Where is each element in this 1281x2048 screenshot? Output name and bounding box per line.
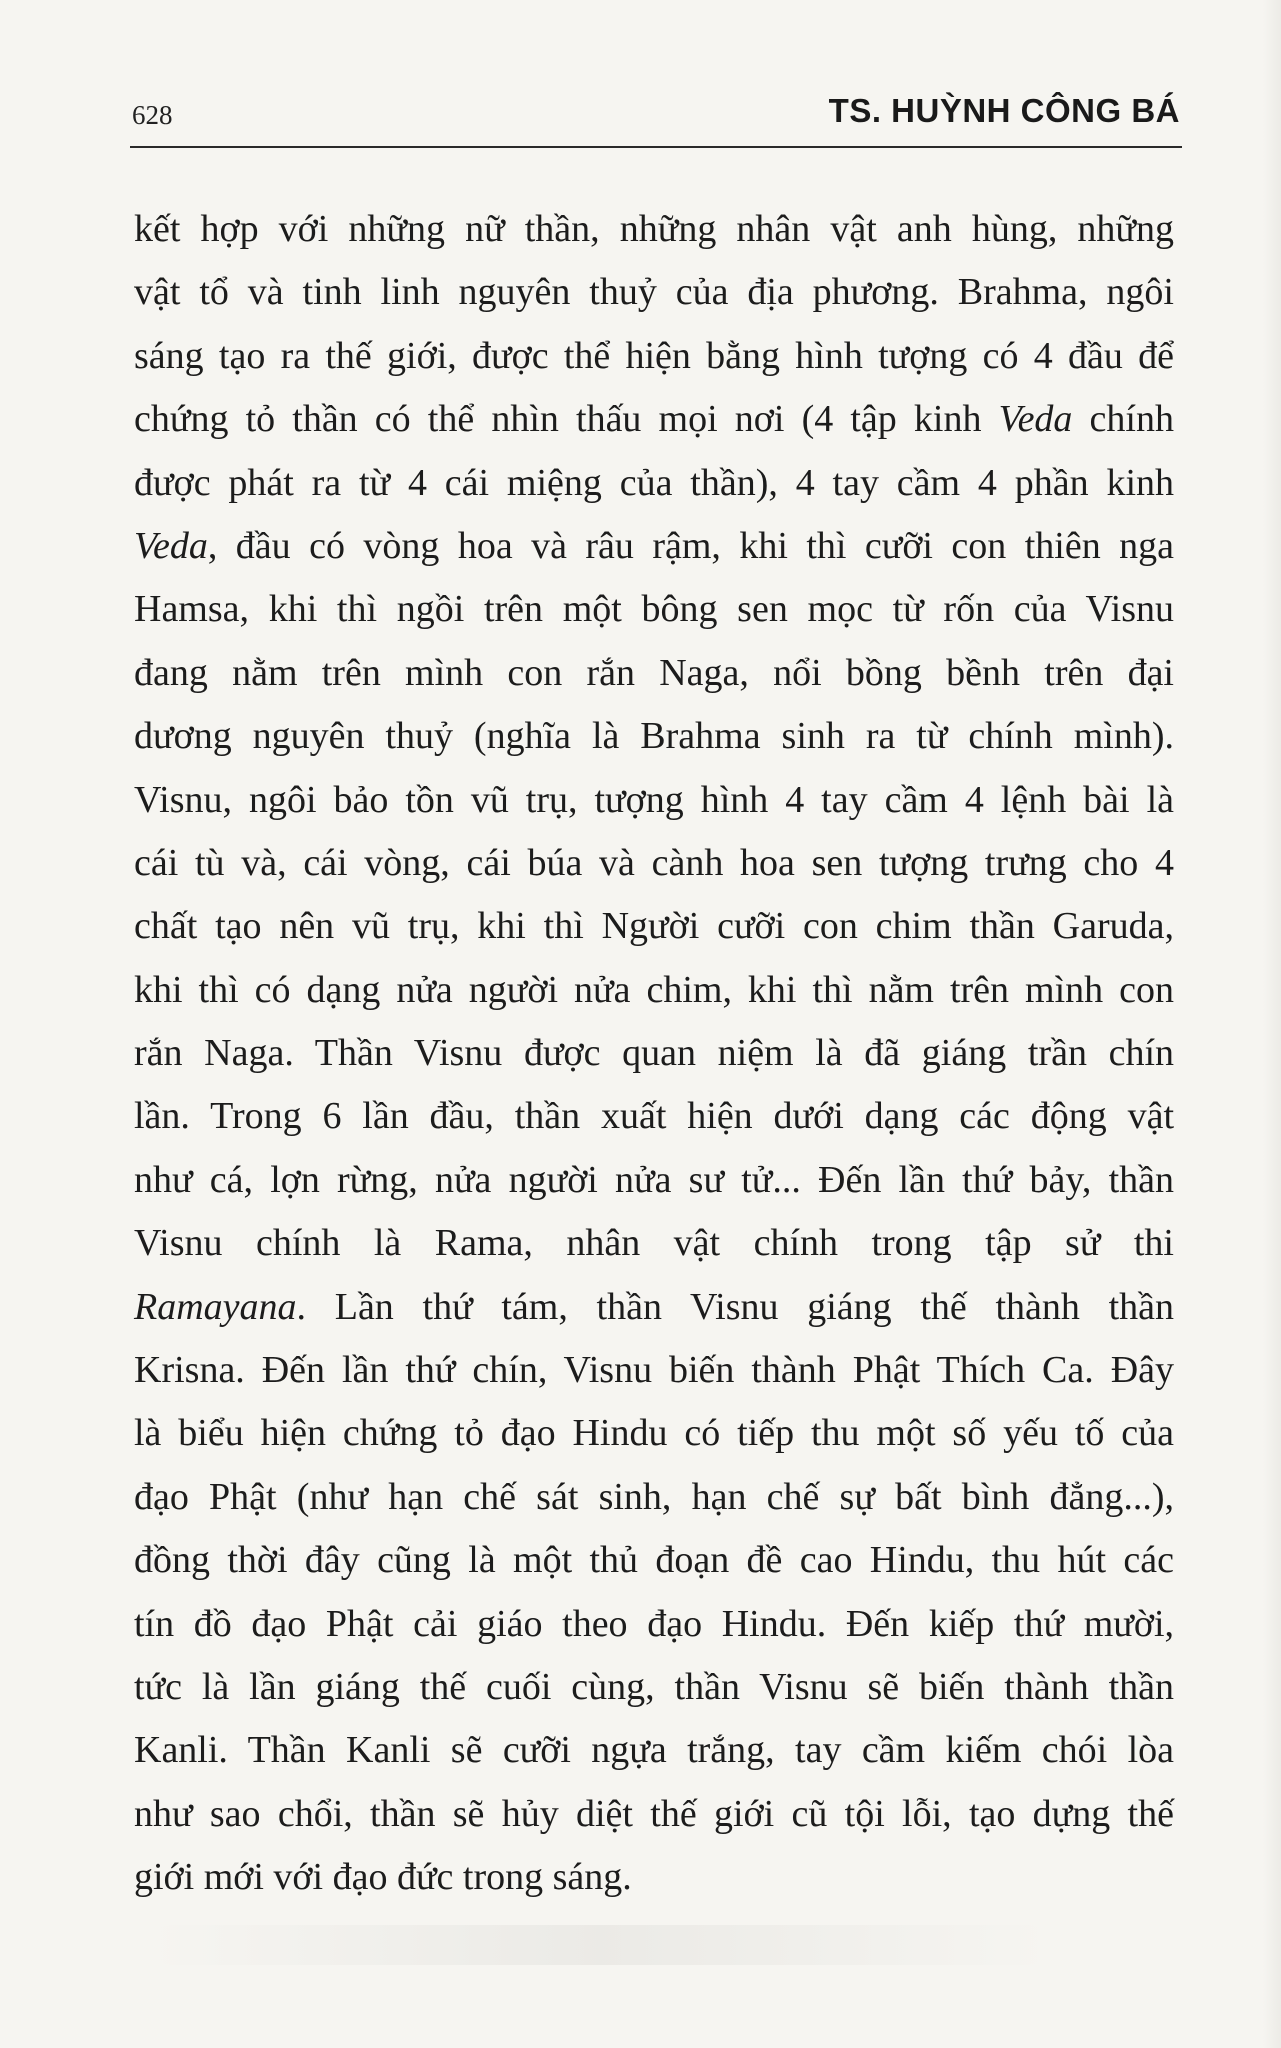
text-segment: như cá, lợn rừng, nửa người nửa sư tử... Đến lần thứ bảy, thần [134,1158,1174,1201]
text-segment: chất tạo nên vũ trụ, khi thì Người cưỡi con chim thần Garuda, [134,905,1174,948]
italic-title: Ramayana [134,1285,297,1328]
page-edge [1263,0,1281,2048]
text-segment: tức là lần giáng thế cuối cùng, thần Visnu sẽ biến thành thần [134,1665,1174,1708]
text-segment: đang nằm trên mình con rắn Naga, nổi bồng bềnh trên đại [134,651,1174,694]
text-line [134,198,1174,261]
text-segment: kết hợp với những nữ thần, những nhân vật anh hùng, những [134,208,1174,250]
text-segment: Visnu, ngôi bảo tồn vũ trụ, tượng hình 4 tay cầm 4 lệnh bài là [134,778,1174,821]
text-line [134,1212,1174,1275]
text-line [134,1085,1174,1148]
running-head-author: TS. HUỲNH CÔNG BÁ [828,92,1180,129]
text-segment: . Lần thứ tám, thần Visnu giáng thế thành thần [296,1285,1174,1328]
text-segment: giới mới với đạo đức trong sáng. [134,1856,632,1899]
body-paragraph [134,198,1174,1910]
text-line [134,1466,1174,1529]
text-segment: Krisna. Đến lần thứ chín, Visnu biến thành Phật Thích Ca. Đây [134,1349,1174,1392]
text-segment: là biểu hiện chứng tỏ đạo Hindu có tiếp thu một số yếu tố của [134,1412,1174,1455]
text-line [134,261,1174,324]
text-line [134,325,1174,388]
text-segment: tín đồ đạo Phật cải giáo theo đạo Hindu. Đến kiếp thứ mười, [134,1602,1174,1645]
text-line [134,1593,1174,1656]
text-segment: lần. Trong 6 lần đầu, thần xuất hiện dưới dạng các động vật [134,1095,1174,1138]
text-line [134,1402,1174,1465]
text-segment: đồng thời đây cũng là một thủ đoạn đề cao Hindu, thu hút các [134,1539,1174,1582]
text-segment: như sao chổi, thần sẽ hủy diệt thế giới cũ tội lỗi, tạo dựng thế [134,1792,1174,1835]
page-stain [150,1925,1050,1965]
text-line [134,1719,1174,1782]
text-line [134,1276,1174,1339]
text-line [134,1783,1174,1846]
text-line [134,895,1174,958]
text-segment: Visnu chính là Rama, nhân vật chính trong tập sử thi [134,1222,1174,1265]
text-segment: khi thì có dạng nửa người nửa chim, khi thì nằm trên mình con [134,968,1174,1011]
page-header [132,88,1180,146]
text-line [134,1022,1174,1085]
text-line [134,769,1174,832]
text-line [134,1656,1174,1719]
text-segment: dương nguyên thuỷ (nghĩa là Brahma sinh ra từ chính mình). [134,715,1174,758]
text-line [134,832,1174,895]
text-line [134,388,1174,451]
header-rule [130,146,1182,148]
text-line [134,1339,1174,1402]
text-line [134,959,1174,1022]
text-segment: , đầu có vòng hoa và râu rậm, khi thì cưỡi con thiên nga [207,524,1174,567]
text-line [134,1149,1174,1212]
text-line [134,578,1174,641]
text-line [134,642,1174,705]
page-number: 628 [132,100,173,130]
text-segment: được phát ra từ 4 cái miệng của thần), 4 tay cầm 4 phần kinh [134,461,1174,504]
italic-title: Veda [134,524,208,567]
text-segment: Kanli. Thần Kanli sẽ cưỡi ngựa trắng, tay cầm kiếm chói lòa [134,1729,1174,1772]
text-segment: vật tổ và tinh linh nguyên thuỷ của địa phương. Brahma, ngôi [134,271,1174,314]
text-segment: Hamsa, khi thì ngồi trên một bông sen mọc từ rốn của Visnu [134,588,1174,631]
text-segment: cái tù và, cái vòng, cái búa và cành hoa sen tượng trưng cho 4 [134,841,1174,884]
text-line [134,1529,1174,1592]
text-line [134,1846,1174,1909]
text-segment: đạo Phật (như hạn chế sát sinh, hạn chế sự bất bình đẳng...), [134,1475,1174,1518]
text-segment: chứng tỏ thần có thể nhìn thấu mọi nơi (4 tập kinh [134,398,999,441]
italic-title: Veda [998,398,1073,441]
text-segment: chính [1072,398,1174,441]
text-line [134,452,1174,515]
text-segment: sáng tạo ra thế giới, được thể hiện bằng hình tượng có 4 đầu để [134,334,1174,377]
text-segment: rắn Naga. Thần Visnu được quan niệm là đã giáng trần chín [134,1032,1174,1075]
text-line [134,515,1174,578]
text-line [134,705,1174,768]
